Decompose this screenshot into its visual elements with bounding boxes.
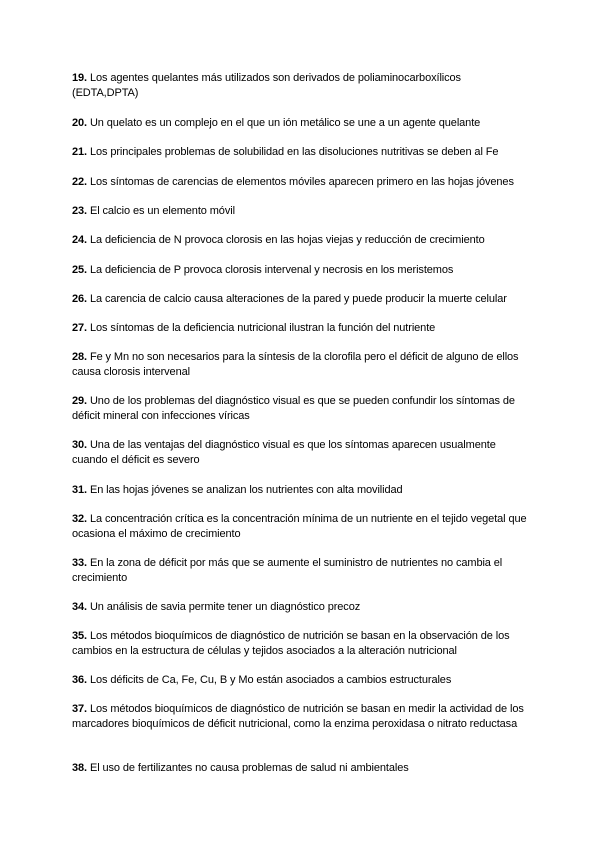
statement-text: Fe y Mn no son necesarios para la síntesis de la clorofila pero el déficit de alguno de ellos causa clorosis intervenal (72, 351, 519, 378)
statement-31 (72, 483, 528, 498)
statement-text: Uno de los problemas del diagnóstico visual es que se pueden confundir los síntomas de déficit mineral con infecciones víricas (72, 395, 515, 422)
statement-text: Un análisis de savia permite tener un diagnóstico precoz (87, 601, 361, 613)
statement-number: 34. (72, 601, 87, 613)
statement-number: 36. (72, 674, 87, 686)
statement-32 (72, 512, 528, 542)
statement-text: En las hojas jóvenes se analizan los nutrientes con alta movilidad (87, 484, 403, 496)
statement-38 (72, 761, 528, 776)
statement-number: 26. (72, 293, 87, 305)
statement-text: En la zona de déficit por más que se aumente el suministro de nutrientes no cambia el crecimiento (72, 557, 503, 584)
statement-text: Un quelato es un complejo en el que un ión metálico se une a un agente quelante (87, 117, 481, 129)
statement-30 (72, 438, 528, 468)
statement-number: 21. (72, 146, 87, 158)
statement-number: 25. (72, 264, 87, 276)
statement-23 (72, 204, 528, 219)
statement-20 (72, 116, 528, 131)
statement-number: 20. (72, 117, 87, 129)
statement-number: 38. (72, 762, 87, 774)
statement-text: Los síntomas de la deficiencia nutricional ilustran la función del nutriente (87, 322, 436, 334)
statement-29 (72, 394, 528, 424)
statement-number: 37. (72, 703, 87, 715)
statement-text: Los síntomas de carencias de elementos móviles aparecen primero en las hojas jóvenes (87, 176, 514, 188)
statement-21 (72, 145, 528, 160)
statement-22 (72, 175, 528, 190)
statement-34 (72, 600, 528, 615)
statement-text: El calcio es un elemento móvil (87, 205, 235, 217)
statement-text: Los métodos bioquímicos de diagnóstico de nutrición se basan en la observación de los cambios en la estructura de células y tejidos asociados a la alteración nutricional (72, 630, 510, 657)
statement-27 (72, 321, 528, 336)
statement-text: Los déficits de Ca, Fe, Cu, B y Mo están asociados a cambios estructurales (87, 674, 452, 686)
statement-number: 22. (72, 176, 87, 188)
statement-number: 24. (72, 234, 87, 246)
statement-number: 23. (72, 205, 87, 217)
statement-text: La deficiencia de N provoca clorosis en las hojas viejas y reducción de crecimiento (87, 234, 485, 246)
statement-25 (72, 263, 528, 278)
statement-33 (72, 556, 528, 586)
statement-text: La concentración crítica es la concentración mínima de un nutriente en el tejido vegetal que ocasiona el máximo de crecimiento (72, 513, 527, 540)
statement-text: La carencia de calcio causa alteraciones de la pared y puede producir la muerte celular (87, 293, 507, 305)
statement-number: 33. (72, 557, 87, 569)
statement-28 (72, 350, 528, 380)
statement-text: Una de las ventajas del diagnóstico visual es que los síntomas aparecen usualmente cuando el déficit es severo (72, 439, 496, 466)
statement-text: La deficiencia de P provoca clorosis intervenal y necrosis en los meristemos (87, 264, 454, 276)
statement-text: Los métodos bioquímicos de diagnóstico de nutrición se basan en medir la actividad de los marcadores bioquímicos de déficit nutricional, como la enzima peroxidasa o nitrato reductasa (72, 703, 524, 730)
statement-number: 29. (72, 395, 87, 407)
statement-36 (72, 673, 528, 688)
statement-35 (72, 629, 528, 659)
statement-number: 30. (72, 439, 87, 451)
statement-number: 28. (72, 351, 87, 363)
statement-19 (72, 71, 528, 101)
statement-number: 35. (72, 630, 87, 642)
statement-number: 19. (72, 72, 87, 84)
statement-text: Los principales problemas de solubilidad en las disoluciones nutritivas se deben al Fe (87, 146, 499, 158)
statement-24 (72, 233, 528, 248)
statement-37 (72, 702, 528, 732)
statement-number: 27. (72, 322, 87, 334)
statement-text: Los agentes quelantes más utilizados son derivados de poliaminocarboxílicos (EDTA,DPTA) (72, 72, 461, 99)
statement-text: El uso de fertilizantes no causa problemas de salud ni ambientales (87, 762, 409, 774)
statement-number: 32. (72, 513, 87, 525)
statement-number: 31. (72, 484, 87, 496)
statement-26 (72, 292, 528, 307)
